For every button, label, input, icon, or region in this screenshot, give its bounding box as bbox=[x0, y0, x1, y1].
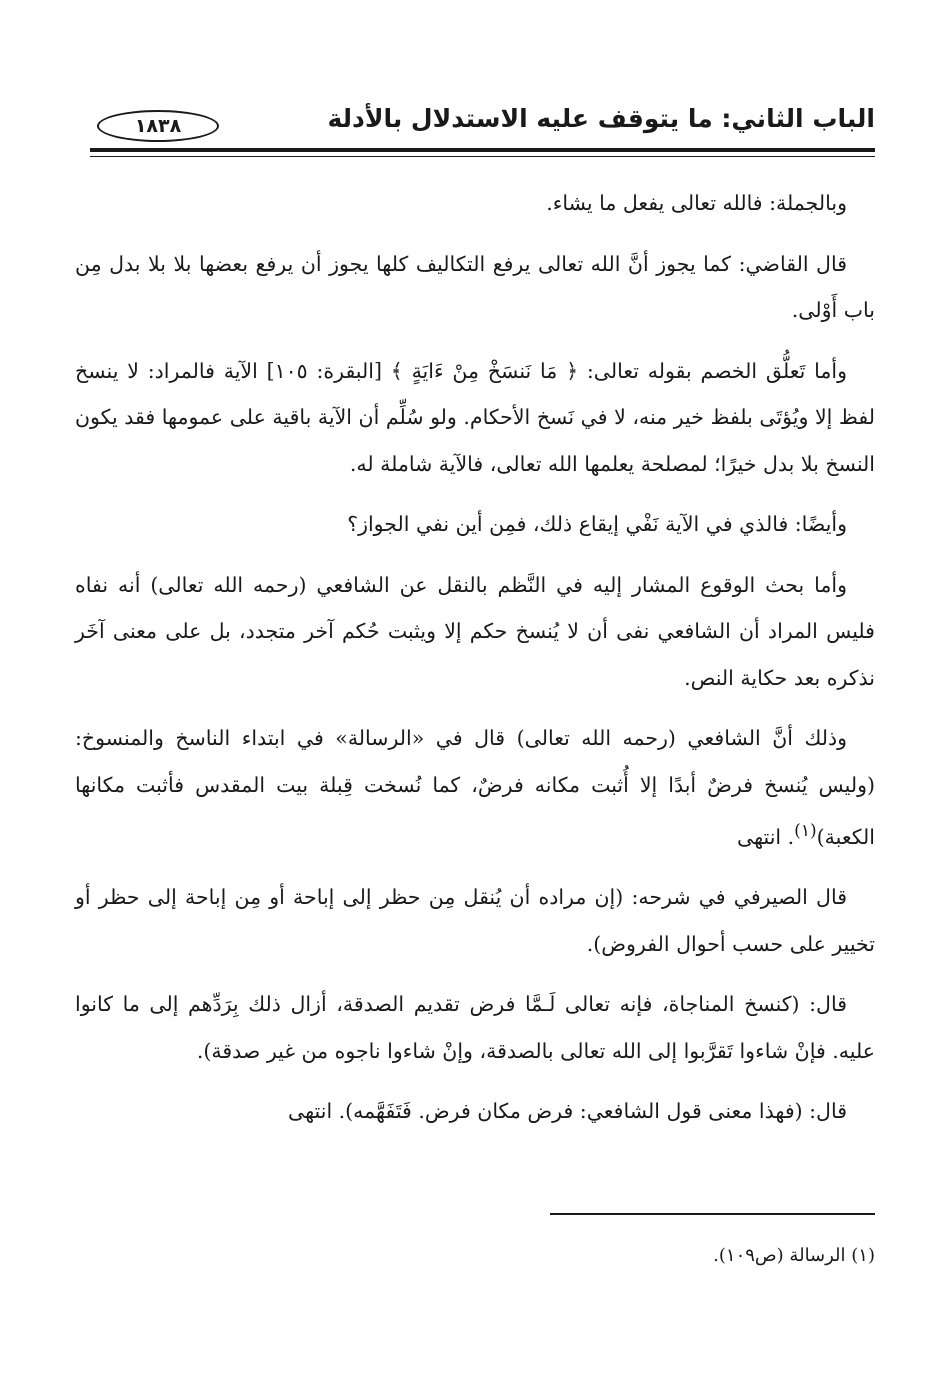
page-number-badge bbox=[97, 110, 219, 142]
footnote: (١) الرسالة (ص١٠٩). bbox=[713, 1245, 875, 1266]
paragraph-with-footnote bbox=[75, 715, 875, 860]
paragraph: وأيضًا: فالذي في الآية نَفْي إيقاع ذلك، فمِن أين نفي الجواز؟ bbox=[347, 512, 847, 536]
paragraph-tail: . انتهى bbox=[736, 824, 795, 849]
page-header bbox=[75, 98, 875, 148]
paragraph: وبالجملة: فالله تعالى يفعل ما يشاء. bbox=[546, 191, 847, 215]
footnote-separator bbox=[550, 1213, 875, 1215]
paragraph: وأما بحث الوقوع المشار إليه في النَّظم بالنقل عن الشافعي (رحمه الله تعالى) أنه نفاه فليس المراد أن الشافعي نفى أن لا يُنسخ حكم إلا ويثبت حُكم آخر متجدد، بل على معنى آخَر نذكره بعد حكاية النص. bbox=[75, 572, 875, 690]
paragraph: قال: (كنسخ المناجاة، فإنه تعالى لَـمَّا فرض تقديم الصدقة، أزال ذلك بِرَدِّهم إلى ما كانوا عليه. فإنْ شاءوا تَقرَّبوا إلى الله تعالى بالصدقة، وإنْ شاءوا ناجوه من غير صدقة). bbox=[75, 992, 875, 1063]
paragraph: قال الصيرفي في شرحه: (إن مراده أن يُنقل مِن حظر إلى إباحة أو مِن إباحة إلى حظر أو تخيير على حسب أحوال الفروض). bbox=[75, 885, 875, 956]
paragraph-text: وذلك أنَّ الشافعي (رحمه الله تعالى) قال في «الرسالة» في ابتداء الناسخ والمنسوخ: (وليس يُنسخ فرضٌ أبدًا إلا أُثبت مكانه فرضٌ، كما نُسخت قِبلة بيت المقدس فأثبت مكانها الكعبة) bbox=[75, 726, 875, 849]
paragraph: قال القاضي: كما يجوز أنَّ الله تعالى يرفع التكاليف كلها يجوز أن يرفع بعضها بلا بلا بدل مِن باب أَوْلى. bbox=[75, 251, 875, 322]
main-text bbox=[75, 180, 875, 1149]
footnote-marker: (١) bbox=[794, 821, 817, 841]
header-rule-thick bbox=[90, 148, 875, 152]
paragraph: قال: (فهذا معنى قول الشافعي: فرض مكان فرض. فَتَفَهَّمه). انتهى bbox=[288, 1099, 847, 1124]
paragraph: وأما تَعلُّق الخصم بقوله تعالى: ﴿ مَا نَنسَخْ مِنْ ءَايَةٍ ﴾ [البقرة: ١٠٥] الآية فالمراد: لا ينسخ لفظ إلا ويُؤتَى بلفظ خير منه، لا في نَسخ الأحكام. ولو سُلِّم أن الآية باقية على عمومها فقد يكون النسخ بلا بدل خيرًا؛ لمصلحة يعلمها الله تعالى، فالآية شاملة له. bbox=[75, 358, 875, 476]
page-number: ١٨٣٨ bbox=[134, 115, 182, 137]
header-rule-thin bbox=[90, 156, 875, 157]
running-title: الباب الثاني: ما يتوقف عليه الاستدلال بالأدلة bbox=[327, 104, 875, 133]
